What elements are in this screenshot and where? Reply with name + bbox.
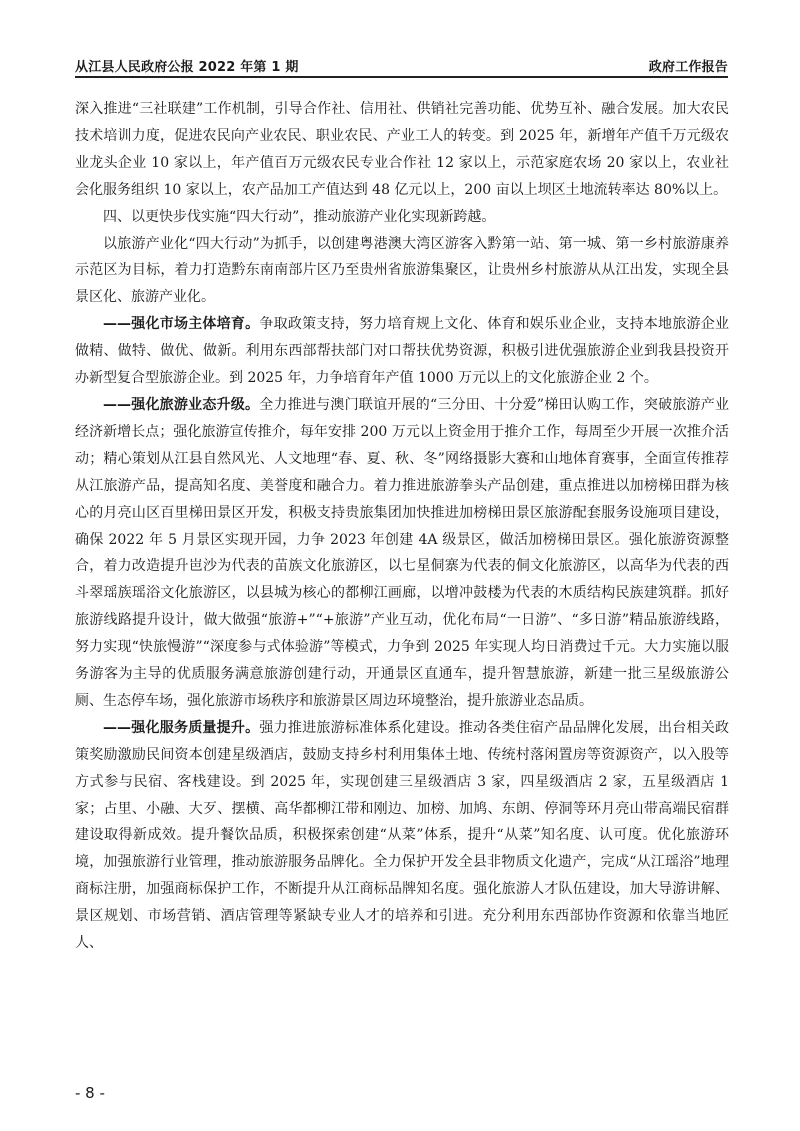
paragraph-lead: ——强化市场主体培育。 <box>103 316 260 333</box>
bulletin-issue-title: 从江县人民政府公报 2022 年第 1 期 <box>75 60 299 75</box>
paragraph: ——强化市场主体培育。争取政策支持，努力培育规上文化、体育和娱乐业企业，支持本地旅游企业做精、做特、做优、做新。利用东西部帮扶部门对口帮扶优势资源，积极引进优强旅游企业到我县投资开办新型复合型旅游企业。到 2025 年，力争培育年产值 1000 万元以上的文化旅游企业 2 个。 <box>75 316 730 387</box>
page-header <box>75 54 728 78</box>
body-text <box>75 96 729 957</box>
paragraph: 深入推进“三社联建”工作机制，引导合作社、信用社、供销社完善功能、优势互补、融合发展。加大农民技术培训力度，促进农民向产业农民、职业农民、产业工人的转变。到 2025 年，新增年产值千万元级农业龙头企业 10 家以上，年产值百万元级农民专业合作社 12 家以上，示范家庭农场 20 家以上，农业社会化服务组织 10 家以上，农产品加工产值达到 48 亿元以上，200 亩以上坝区土地流转率达 80%以上。 <box>75 101 729 198</box>
paragraph-lead: ——强化服务质量提升。 <box>103 719 260 736</box>
paragraph: ——强化旅游业态升级。全力推进与澳门联谊开展的“三分田、十分爱”梯田认购工作，突破旅游产业经济新增长点；强化旅游宣传推介，每年安排 200 万元以上资金用于推介工作，每周至少开展一次推介活动；精心策划从江县自然风光、人文地理“春、夏、秋、冬”网络摄影大赛和山地体育赛事，全面宣传推荐从江旅游产品，提高知名度、美誉度和融合力。着力推进旅游拳头产品创建，重点推进以加榜梯田群为核心的月亮山区百里梯田景区开发，积极支持贵旅集团加快推进加榜梯田景区旅游配套服务设施项目建设，确保 2022 年 5 月景区实现开园，力争 2023 年创建 4A 级景区，做活加榜梯田景区。强化旅游资源整合，着力改造提升岜沙为代表的苗族文化旅游区，以七星侗寨为代表的侗文化旅游区，以高华为代表的西斗翠瑶族瑶浴文化旅游区，以县城为核心的都柳江画廊，以增冲鼓楼为代表的木质结构民族建筑群。抓好旅游线路提升设计，做大做强“旅游+”“+旅游”产业互动，优化布局“一日游”、“多日游”精品旅游线路，努力实现“快旅慢游”“深度参与式体验游”等模式，力争到 2025 年实现人均日消费过千元。大力实施以服务游客为主导的优质服务满意旅游创建行动，开通景区直通车，提升智慧旅游，新建一批三星级旅游公厕、生态停车场，强化旅游市场秩序和旅游景区周边环境整治，提升旅游业态品质。 <box>75 396 730 709</box>
section-title: 政府工作报告 <box>648 60 728 75</box>
paragraph: ——强化服务质量提升。强力推进旅游标准体系化建设。推动各类住宿产品品牌化发展，出台相关政策奖励激励民间资本创建星级酒店，鼓励支持乡村利用集体土地、传统村落闲置房等资源资产，以入股等方式参与民宿、客栈建设。到 2025 年，实现创建三星级酒店 3 家，四星级酒店 2 家，五星级酒店 1 家；占里、小融、大歹、摆横、高华都柳江带和刚边、加榜、加鸠、东朗、停洞等环月亮山带高端民宿群建设取得新成效。提升餐饮品质，积极探索创建“从菜”体系，提升“从菜”知名度、认可度。优化旅游环境，加强旅游行业管理，推动旅游服务品牌化。全力保护开发全县非物质文化遗产，完成“从江瑶浴”地理商标注册，加强商标保护工作，不断提升从江商标品牌知名度。强化旅游人才队伍建设，加大导游讲解、景区规划、市场营销、酒店管理等紧缺专业人才的培养和引进。充分利用东西部协作资源和依靠当地匠人、 <box>75 719 730 952</box>
page-number: - 8 - <box>75 1084 105 1102</box>
paragraph: 以旅游产业化“四大行动”为抓手，以创建粤港澳大湾区游客入黔第一站、第一城、第一乡村旅游康养示范区为目标，着力打造黔东南南部片区乃至贵州省旅游集聚区，让贵州乡村旅游从从江出发，实现全县景区化、旅游产业化。 <box>75 235 729 306</box>
paragraph-lead: ——强化旅游业态升级。 <box>103 396 260 413</box>
section-heading: 四、以更快步伐实施“四大行动”，推动旅游产业化实现新跨越。 <box>103 208 496 225</box>
